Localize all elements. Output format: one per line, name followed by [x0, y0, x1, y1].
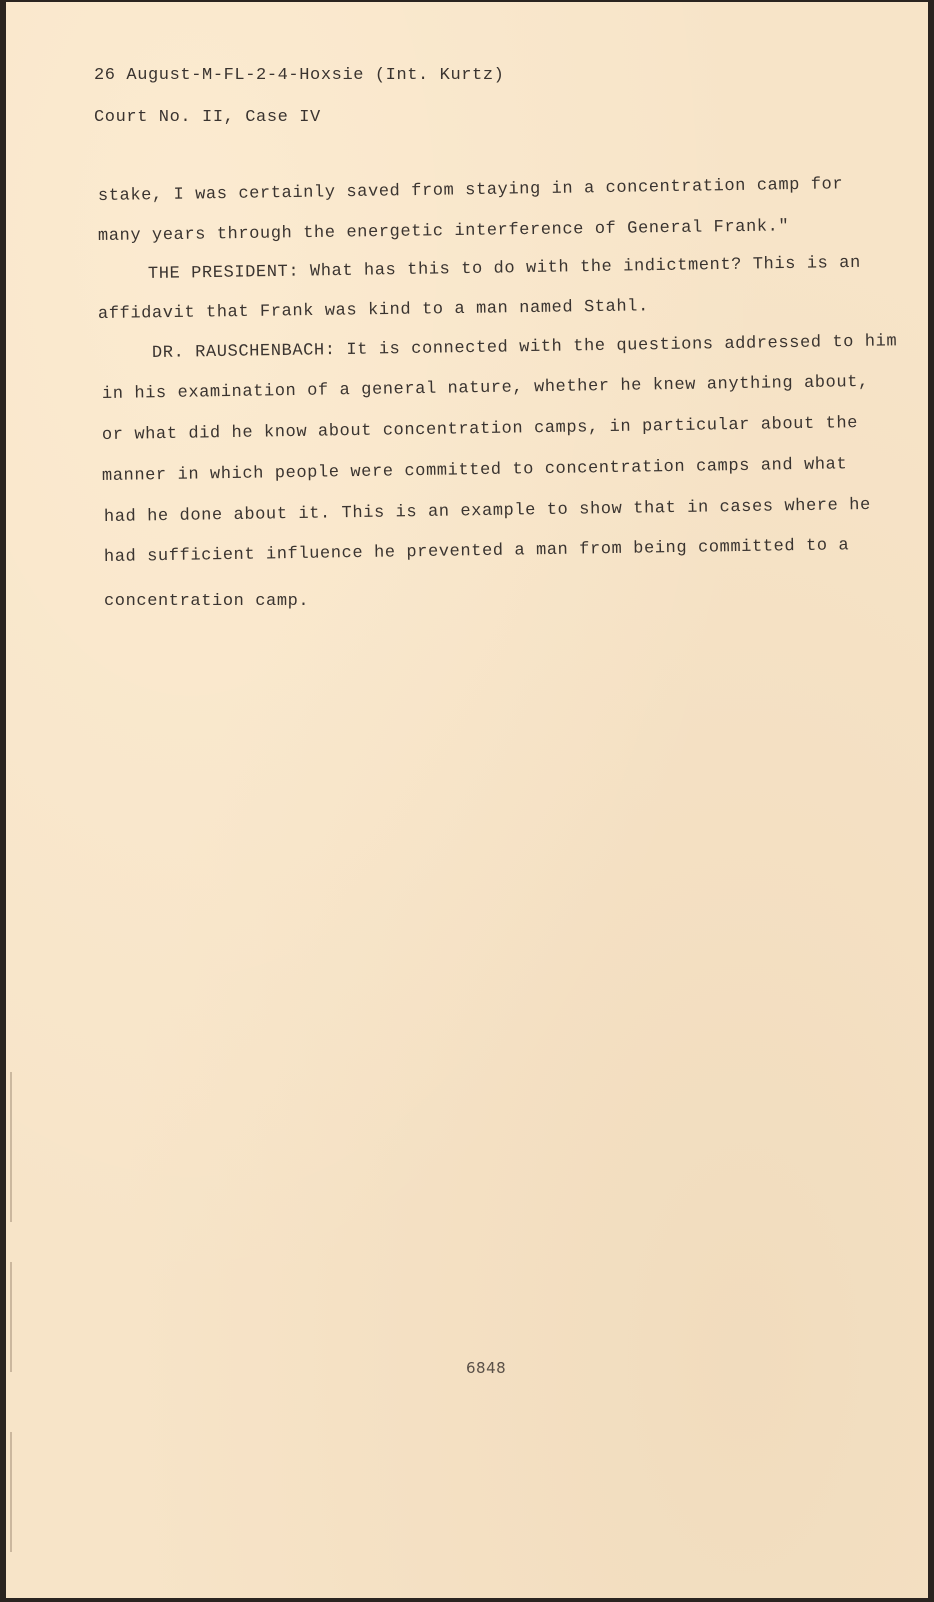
header-line-2: Court No. II, Case IV [94, 108, 321, 127]
body-line: DR. RAUSCHENBACH: It is connected with the questions addressed to him [151, 332, 898, 363]
body-line: manner in which people were committed to concentration camps and what [101, 455, 848, 486]
edge-mark [10, 1432, 12, 1552]
body-line: in his examination of a general nature, whether he knew anything about, [101, 372, 869, 404]
edge-mark [10, 1262, 12, 1372]
page-number: 6848 [466, 1359, 507, 1377]
body-line: or what did he know about concentration camps, in particular about the [101, 414, 859, 445]
body-line: concentration camp. [104, 592, 310, 611]
body-line: affidavit that Frank was kind to a man named Stahl. [97, 297, 649, 324]
body-line: had sufficient influence he prevented a man from being committed to a [103, 536, 850, 567]
body-line: THE PRESIDENT: What has this to do with the indictment? This is an [147, 253, 861, 284]
edge-mark [10, 1072, 12, 1222]
header-line-1: 26 August-M-FL-2-4-Hoxsie (Int. Kurtz) [94, 66, 505, 85]
body-line: had he done about it. This is an example to show that in cases where he [103, 495, 871, 527]
body-line: many years through the energetic interference of General Frank." [97, 217, 790, 246]
document-page [6, 2, 928, 1598]
body-line: stake, I was certainly saved from staying in a concentration camp for [97, 175, 844, 206]
